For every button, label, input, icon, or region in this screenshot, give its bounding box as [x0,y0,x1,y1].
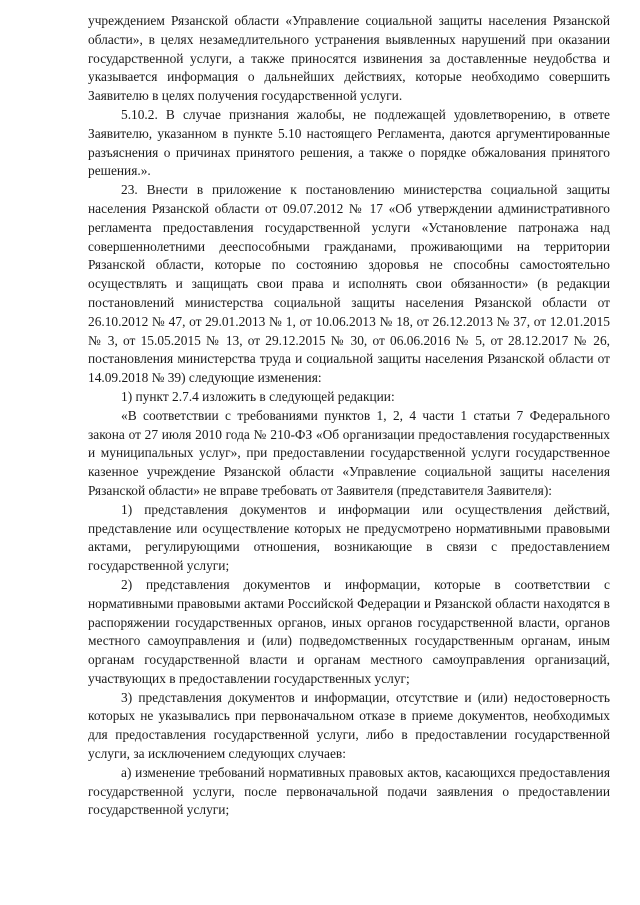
paragraph-list-item-3: 3) представления документов и информации, отсутствие и (или) недостоверность которых не указывались при первоначальном отказе в приеме документов, необходимых для предоставления государственной услуги, либо в предоставлении государственной услуги, за исключением следующих случаев: [88,689,610,762]
paragraph-list-item-1: 1) представления документов и информации или осуществления действий, представление или осуществление которых не предусмотрено нормативными правовыми актами, регулирующими отношения, возникающие в связи с предоставлением государственной услуги; [88,501,610,574]
document-page [88,12,610,820]
paragraph-quote-intro: «В соответствии с требованиями пунктов 1, 2, 4 части 1 статьи 7 Федерального закона от 27 июля 2010 года № 210-ФЗ «Об организации предоставления государственных и муниципальных услуг», при предоставлении государственной услуги государственное казенное учреждение Рязанской области «Управление социальной защиты населения Рязанской области» не вправе требовать от Заявителя (представителя Заявителя): [88,407,610,498]
paragraph-list-item-2: 2) представления документов и информации, которые в соответствии с нормативными правовыми актами Российской Федерации и Рязанской области находятся в распоряжении государственных органов, иных органов государственной власти, органов местного самоуправления и (или) подведомственных государственным органам, иным органам государственной власти и органам местного самоуправления организаций, участвующих в предоставлении государственных услуг; [88,576,610,686]
paragraph-list-item-3a: а) изменение требований нормативных правовых актов, касающихся предоставления государственной услуги, после первоначальной подачи заявления о предоставлении государственной услуги; [88,764,610,818]
paragraph-continuation: учреждением Рязанской области «Управление социальной защиты населения Рязанской области», в целях незамедлительного устранения выявленных нарушений при оказании государственной услуги, а также приносятся извинения за доставленные неудобства и указывается информация о дальнейших действиях, которые необходимо совершить Заявителю в целях получения государственной услуги. [88,13,610,104]
paragraph-5-10-2: 5.10.2. В случае признания жалобы, не подлежащей удовлетворению, в ответе Заявителю, указанном в пункте 5.10 настоящего Регламента, даются аргументированные разъяснения о причинах принятого решения, а также о порядке обжалования принятого решения.». [88,106,610,179]
paragraph-subitem-1: 1) пункт 2.7.4 изложить в следующей редакции: [121,388,395,404]
paragraph-item-23: 23. Внести в приложение к постановлению министерства социальной защиты населения Рязанской области от 09.07.2012 № 17 «Об утверждении административного регламента предоставления государственной услуги «Установление патронажа над совершеннолетними дееспособными гражданами, проживающими на территории Рязанской области, которые по состоянию здоровья не способны самостоятельно осуществлять и защищать свои права и исполнять свои обязанности» (в редакции постановлений министерства социальной защиты населения Рязанской области от 26.10.2012 № 47, от 29.01.2013 № 1, от 10.06.2013 № 18, от 26.12.2013 № 37, от 12.01.2015 № 3, от 15.05.2015 № 13, от 29.12.2015 № 30, от 06.06.2016 № 5, от 28.12.2017 № 26, постановления министерства труда и социальной защиты населения Рязанской области от 14.09.2018 № 39) следующие изменения: [88,182,610,386]
